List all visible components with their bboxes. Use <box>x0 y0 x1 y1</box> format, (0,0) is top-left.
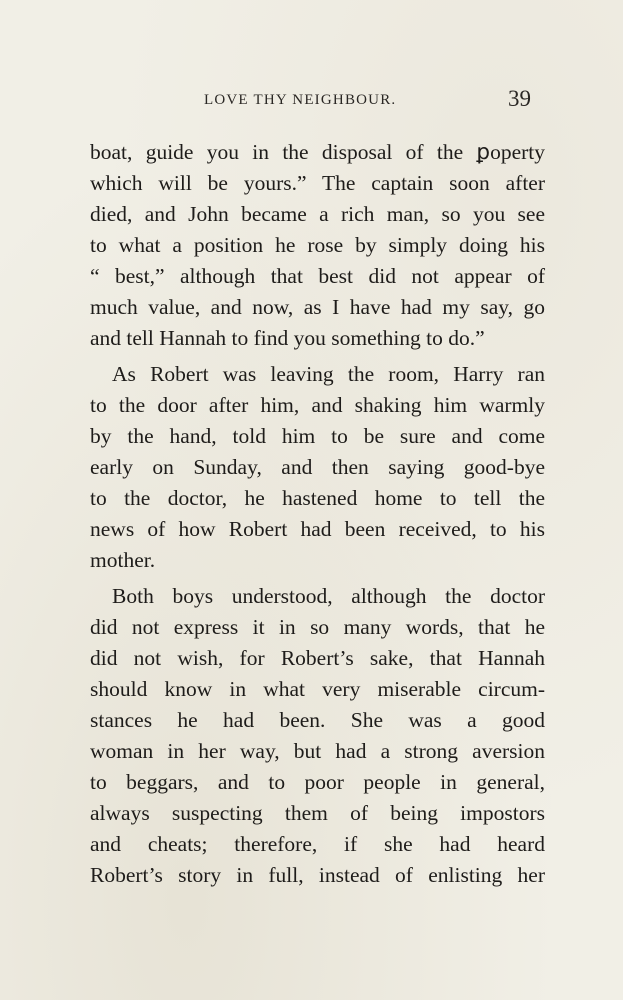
text-line: boat, guide you in the disposal of the ꝑoperty <box>90 140 545 164</box>
text-line: to the doctor, he hastened home to tell the <box>90 486 545 510</box>
text-line: should know in what very miserable circum- <box>90 677 545 701</box>
text-line: died, and John became a rich man, so you see <box>90 202 545 226</box>
text-line: did not wish, for Robert’s sake, that Hannah <box>90 646 545 670</box>
text-line: early on Sunday, and then saying good-bye <box>90 455 545 479</box>
text-line: much value, and now, as I have had my say, go <box>90 295 545 319</box>
text-line: to the door after him, and shaking him warmly <box>90 393 545 417</box>
body-text <box>90 137 545 891</box>
text-line: by the hand, told him to be sure and come <box>90 424 545 448</box>
text-line: and cheats; therefore, if she had heard <box>90 832 545 856</box>
text-line: woman in her way, but had a strong aversion <box>90 739 545 763</box>
text-line: did not express it in so many words, that he <box>90 615 545 639</box>
text-line: Both boys understood, although the doctor <box>112 584 545 608</box>
page-number: 39 <box>508 86 531 111</box>
text-line: Robert’s story in full, instead of enlisting her <box>90 863 545 887</box>
running-title: LOVE THY NEIGHBOUR. <box>204 92 397 108</box>
text-line: stances he had been. She was a good <box>90 708 545 732</box>
text-line: to beggars, and to poor people in general, <box>90 770 545 794</box>
text-line: “ best,” although that best did not appear of <box>90 264 545 288</box>
text-line: and tell Hannah to find you something to do.” <box>90 326 485 350</box>
text-line: news of how Robert had been received, to his <box>90 517 545 541</box>
text-line: always suspecting them of being impostors <box>90 801 545 825</box>
text-line: to what a position he rose by simply doing his <box>90 233 545 257</box>
text-line: mother. <box>90 548 156 572</box>
text-line: which will be yours.” The captain soon after <box>90 171 545 195</box>
text-line: As Robert was leaving the room, Harry ran <box>112 362 545 386</box>
